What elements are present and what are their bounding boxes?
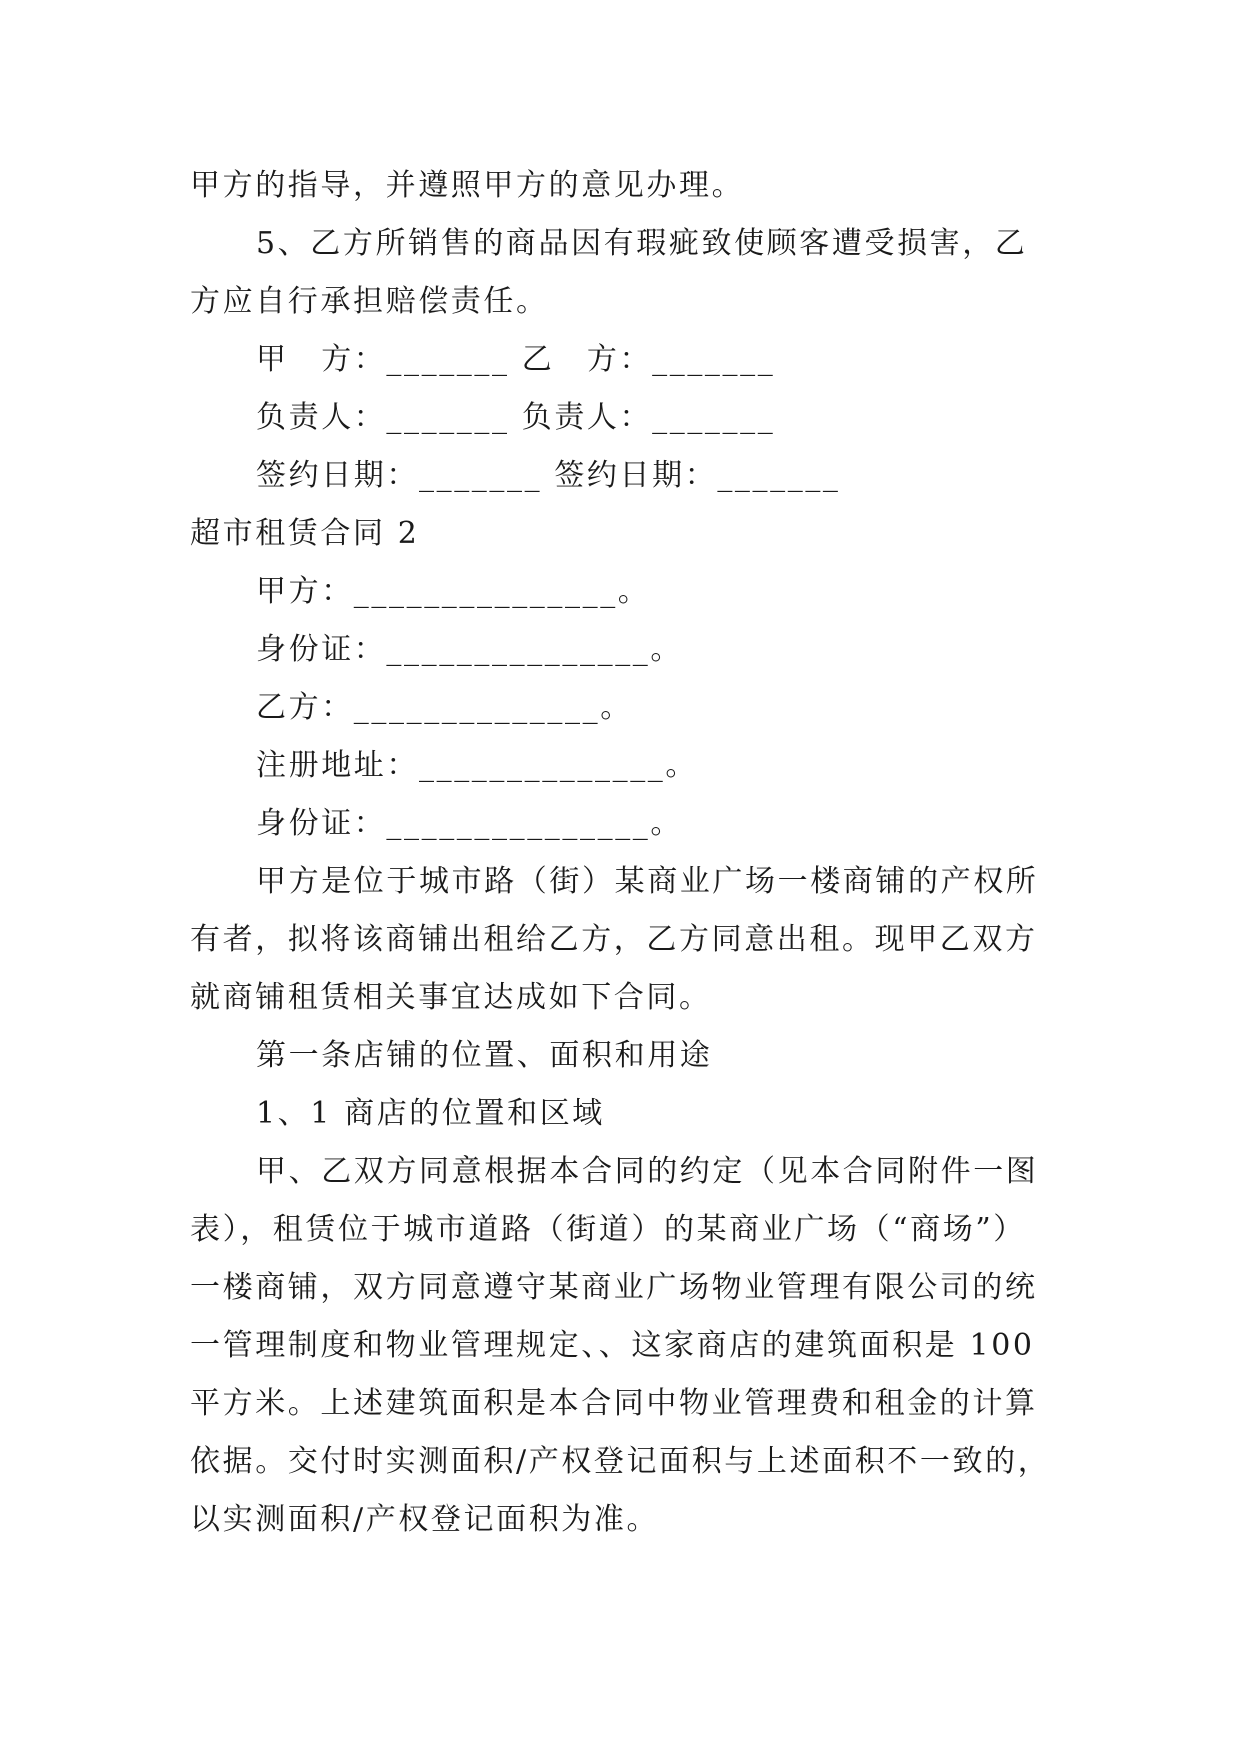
text-line: 5、乙方所销售的商品因有瑕疵致使顾客遭受损害，乙 — [256, 226, 1028, 261]
text-line: 一楼商铺，双方同意遵守某商业广场物业管理有限公司的统 — [190, 1270, 1038, 1305]
signature-line-date: 签约日期：_______ 签约日期：_______ — [256, 458, 841, 493]
form-line-party-a: 甲方：_______________。 — [256, 574, 651, 609]
form-line-party-b: 乙方：______________。 — [256, 690, 633, 725]
signature-line-person-in-charge: 负责人：_______ 负责人：_______ — [256, 400, 776, 435]
form-line-id: 身份证：_______________。 — [256, 806, 683, 841]
text-line: 表），租赁位于城市道路（街道）的某商业广场（“商场”） — [190, 1212, 1026, 1247]
text-line: 一管理制度和物业管理规定、、这家商店的建筑面积是 100 — [190, 1328, 1035, 1363]
text-line: 平方米。上述建筑面积是本合同中物业管理费和租金的计算 — [190, 1386, 1038, 1421]
clause-subheading: 1、1 商店的位置和区域 — [256, 1096, 605, 1131]
text-line: 甲方是位于城市路（街）某商业广场一楼商铺的产权所 — [256, 864, 1039, 899]
text-line: 依据。交付时实测面积/产权登记面积与上述面积不一致的， — [190, 1444, 1051, 1479]
text-line: 以实测面积/产权登记面积为准。 — [190, 1502, 660, 1537]
text-line: 甲、乙双方同意根据本合同的约定（见本合同附件一图 — [256, 1154, 1039, 1189]
clause-heading: 第一条店铺的位置、面积和用途 — [256, 1038, 713, 1073]
signature-line-party: 甲 方：_______ 乙 方：_______ — [256, 342, 776, 377]
text-line: 方应自行承担赔偿责任。 — [190, 284, 549, 319]
text-line: 就商铺租赁相关事宜达成如下合同。 — [190, 980, 712, 1015]
form-line-address: 注册地址：______________。 — [256, 748, 698, 783]
section-title: 超市租赁合同 2 — [190, 516, 420, 551]
text-line: 甲方的指导，并遵照甲方的意见办理。 — [190, 168, 745, 203]
text-line: 有者，拟将该商铺出租给乙方，乙方同意出租。现甲乙双方 — [190, 922, 1038, 957]
form-line-id: 身份证：_______________。 — [256, 632, 683, 667]
